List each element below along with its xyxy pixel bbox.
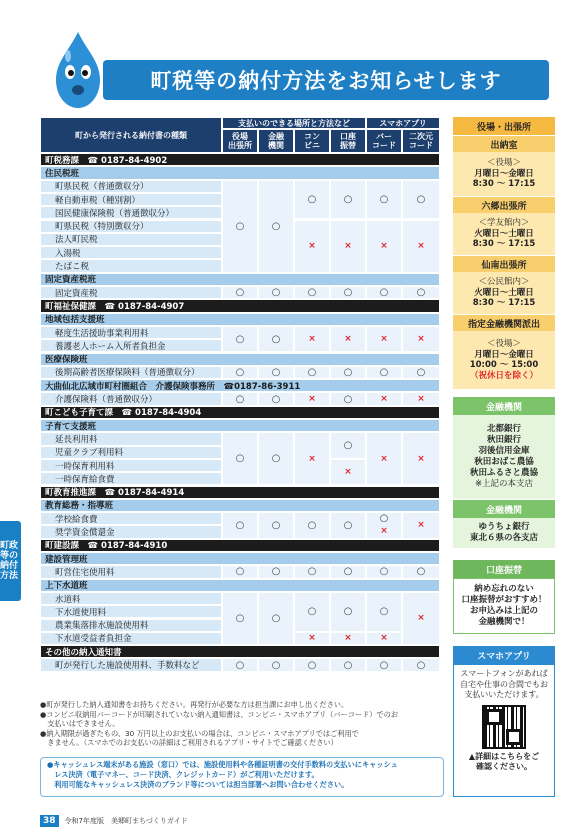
table-mark-cell: ○ <box>258 565 294 578</box>
table-mark-cell: × <box>402 592 440 645</box>
table-row-sub: 建設管理班 <box>40 552 440 565</box>
table-mark-cell: × <box>402 220 440 273</box>
table-row-item: 一時保育利用料 <box>40 459 222 472</box>
table-mark-cell: ○ <box>330 286 366 299</box>
table-mark-cell: × <box>366 632 402 645</box>
table-row-item: 養護老人ホーム入所者負担金 <box>40 339 222 352</box>
table-mark-cell: × <box>330 459 366 486</box>
table-row-item: 下水道受益者負担金 <box>40 632 222 645</box>
table-row-item: 町県民税（特別徴収分） <box>40 220 222 233</box>
table-row-sec: 町教育推進課 ☎ 0187-84-4914 <box>40 486 440 499</box>
table-mark-cell: ○ <box>330 392 366 405</box>
table-mark-cell: ○ <box>330 180 366 220</box>
table-mark-cell: ○ <box>402 286 440 299</box>
table-mark-cell: × <box>402 512 440 539</box>
table-mark-cell: ○ <box>222 366 258 379</box>
table-row-sub: 住民税班 <box>40 166 440 179</box>
table-mark-cell: ○ <box>222 432 258 485</box>
water-drop-mascot-icon <box>48 28 108 114</box>
office-name: 指定金融機関派出 <box>453 315 555 331</box>
table-mark-cell: ○ <box>330 592 366 632</box>
table-mark-cell: × <box>402 432 440 485</box>
table-mark-cell: × <box>330 326 366 353</box>
table-row-item: 水道料 <box>40 592 222 605</box>
table-row-item: 児童クラブ利用料 <box>40 446 222 459</box>
table-row-item: 下水道使用料 <box>40 605 222 618</box>
section-side-tab: 町政等の 納付方法 <box>0 521 21 601</box>
qr-code-icon[interactable] <box>482 705 526 749</box>
note-line: ●コンビニ収納用バーコードが印刷されていない納入通知書は、コンビニ・スマホアプリ（バーコード）でのお <box>40 709 399 719</box>
table-mark-cell: ○ <box>258 658 294 671</box>
office-hours: ＜学友館内＞ 火曜日〜土曜日 8:30 〜 17:15 <box>453 213 555 255</box>
table-mark-cell: ○ <box>330 565 366 578</box>
table-mark-cell: ○ <box>258 392 294 405</box>
table-mark-cell: × <box>330 632 366 645</box>
table-row-item: 入湯税 <box>40 246 222 259</box>
table-mark-cell: ○ <box>258 512 294 539</box>
table-mark-cell: × <box>402 392 440 405</box>
table-mark-cell: × <box>366 432 402 485</box>
table-mark-cell: × <box>402 326 440 353</box>
table-row-item: 介護保険料（普通徴収分） <box>40 392 222 405</box>
table-mark-cell: × <box>330 220 366 273</box>
bank-header: 金融機関 <box>453 397 555 415</box>
table-row-item: 固定資産税 <box>40 286 222 299</box>
table-mark-cell: ○ <box>258 366 294 379</box>
table-row-sec: 町こども子育て課 ☎ 0187-84-4904 <box>40 406 440 419</box>
office-name: 六郷出張所 <box>453 197 555 213</box>
table-mark-cell: ○ <box>330 512 366 539</box>
table-column-header: バー コード <box>366 129 402 153</box>
page-title: 町税等の納付方法をお知らせします <box>103 60 549 100</box>
table-mark-cell: × <box>294 632 330 645</box>
table-mark-cell: ○ <box>330 658 366 671</box>
table-mark-cell: ○ <box>330 366 366 379</box>
table-mark-cell: ○ <box>222 658 258 671</box>
table-mark-cell: ○ <box>294 512 330 539</box>
table-row-item: 農業集落排水施設使用料 <box>40 619 222 632</box>
table-mark-cell: ○ <box>258 432 294 485</box>
table-header-group: 支払いのできる場所と方法など <box>222 117 366 129</box>
table-mark-cell: ○ <box>294 658 330 671</box>
table-mark-cell: ○ <box>294 366 330 379</box>
table-column-header: コン ビニ <box>294 129 330 153</box>
bank-header-2: 金融機関 <box>453 500 555 518</box>
office-hours: ＜役場＞ 月曜日〜金曜日 10:00 〜 15:00 （祝休日を除く） <box>453 331 555 389</box>
bank-list-2: ゆうちょ銀行 東北６県の各支店 <box>453 518 555 548</box>
table-mark-cell: ○ <box>294 565 330 578</box>
office-hours: ＜公民館内＞ 火曜日〜土曜日 8:30 〜 17:15 <box>453 272 555 314</box>
table-row-sub: 教育総務・指導班 <box>40 499 440 512</box>
table-mark-cell: ○ <box>366 592 402 632</box>
note-line: ●町が発行した納入通知書をお持ちください。再発行が必要な方は担当課にお申し出ください。 <box>40 700 349 709</box>
table-row-item: 法人町民税 <box>40 233 222 246</box>
table-row-item: 軽自動車税（種別割） <box>40 193 222 206</box>
table-row-item: 延長利用料 <box>40 432 222 445</box>
table-row-sub: 子育て支援班 <box>40 419 440 432</box>
table-mark-cell: × <box>366 392 402 405</box>
table-row-sub: 上下水道班 <box>40 579 440 592</box>
table-header-group: スマホアプリ <box>366 117 440 129</box>
table-mark-cell: × <box>294 220 330 273</box>
table-mark-cell: × <box>366 326 402 353</box>
transfer-header: 口座振替 <box>453 560 555 578</box>
footer-text: 令和7年度版 美郷町まちづくりガイド <box>64 817 188 825</box>
table-mark-cell: × <box>294 326 330 353</box>
table-mark-cell: ○ <box>366 286 402 299</box>
table-column-header: 二次元 コード <box>402 129 440 153</box>
payment-methods-table <box>40 117 440 700</box>
table-mark-cell: ○ <box>366 565 402 578</box>
table-row-item: 国民健康保険税（普通徴収分） <box>40 206 222 219</box>
office-name: 出納室 <box>453 136 555 152</box>
table-column-header: 役場 出張所 <box>222 129 258 153</box>
table-row-item: 奨学資金償還金 <box>40 525 222 538</box>
table-row-item: 町が発行した施設使用料、手数料など <box>40 658 222 671</box>
table-mark-cell: × <box>294 432 330 485</box>
note-line: きません。（スマホでのお支払いの詳細はご利用されるアプリ・サイトでご確認ください） <box>40 738 338 747</box>
table-mark-cell: × <box>294 392 330 405</box>
note-line: 支払いはできません。 <box>40 719 120 728</box>
table-header-main: 町から発行される納付書の種類 <box>40 117 222 153</box>
table-row-sec: 町税務課 ☎ 0187-84-4902 <box>40 153 440 166</box>
table-mark-cell: ○ <box>366 366 402 379</box>
notes <box>40 700 444 748</box>
table-mark-cell: ○ <box>402 658 440 671</box>
table-mark-cell: ○ <box>222 592 258 645</box>
app-header: スマホアプリ <box>453 646 555 664</box>
table-mark-cell: ○ <box>222 565 258 578</box>
table-mark-cell: ○ <box>402 180 440 220</box>
page-number: 38 <box>40 815 59 827</box>
table-mark-cell: ○ <box>402 366 440 379</box>
table-mark-cell: ○ <box>222 286 258 299</box>
table-mark-cell: ○ <box>258 180 294 273</box>
table-mark-cell: ○ <box>222 326 258 353</box>
table-mark-cell: ○ <box>258 592 294 645</box>
table-mark-cell: ○ <box>294 286 330 299</box>
table-mark-cell: ○ <box>402 565 440 578</box>
table-mark-cell: ○ <box>366 658 402 671</box>
app-info: スマートフォンがあれば 自宅や仕事の合間でもお 支払いいただけます。 ▲詳細はこちらをご 確認ください。 <box>453 664 555 797</box>
table-row-sec: 町建設課 ☎ 0187-84-4910 <box>40 539 440 552</box>
table-row-sub: 大曲仙北広域市町村圏組合 介護保険事務所 ☎0187-86-3911 <box>40 379 440 392</box>
table-row-item: 町県民税（普通徴収分） <box>40 180 222 193</box>
table-row-sub: 医療保険班 <box>40 353 440 366</box>
table-mark-cell: × <box>366 220 402 273</box>
table-mark-cell: ○ <box>222 512 258 539</box>
table-row-sub: 固定資産税班 <box>40 273 440 286</box>
table-column-header: 口座 振替 <box>330 129 366 153</box>
table-mark-cell: ○ <box>330 432 366 459</box>
table-row-item: 町営住宅使用料 <box>40 565 222 578</box>
office-name: 仙南出張所 <box>453 256 555 272</box>
table-row-item: 軽度生活援助事業利用料 <box>40 326 222 339</box>
table-row-item: 一時保育給食費 <box>40 472 222 485</box>
bank-list: 北都銀行 秋田銀行 羽後信用金庫 秋田おばこ農協 秋田ふるさと農協 ※上記の本支店 <box>453 415 555 499</box>
table-mark-cell: ○ <box>258 326 294 353</box>
table-mark-cell: ○ <box>222 180 258 273</box>
table-row-sec: 町福祉保健課 ☎ 0187-84-4907 <box>40 299 440 312</box>
table-row-item: 学校給食費 <box>40 512 222 525</box>
table-mark-cell: ○ <box>222 392 258 405</box>
table-row-item: たばこ税 <box>40 259 222 272</box>
table-row-sub: 地域包括支援班 <box>40 313 440 326</box>
table-row-sec: その他の納入通知書 <box>40 645 440 658</box>
table-mark-cell: ○ <box>294 180 330 220</box>
table-mark-cell: ○ <box>258 286 294 299</box>
note-line: ●納入期限が過ぎたもの、30 万円以上のお支払いの場合は、コンビニ・スマホアプリではご利用で <box>40 728 359 738</box>
office-header: 役場・出張所 <box>453 117 555 135</box>
transfer-info: 納め忘れのない 口座振替がおすすめ！ お申込みは上記の 金融機関で！ <box>453 578 555 634</box>
page-footer <box>40 815 188 827</box>
table-mark-cell: ○ <box>366 180 402 220</box>
table-row-item: 後期高齢者医療保険料（普通徴収分） <box>40 366 222 379</box>
table-mark-cell: ○ <box>294 592 330 632</box>
table-column-header: 金融 機関 <box>258 129 294 153</box>
table-mark-cell: ○ × <box>366 512 402 539</box>
office-hours: ＜役場＞ 月曜日〜金曜日 8:30 〜 17:15 <box>453 152 555 196</box>
cashless-notice: ●キャッシュレス端末がある施設（窓口）では、施設使用料や各種証明書の交付手数料の支払いにキャッシュ レス決済（電子マネー、コード決済、クレジットカード）がご利用いただけます。 利用可能なキャッシュレス決済のブランド等については担当部署へお問い合わせください。 <box>40 757 444 797</box>
